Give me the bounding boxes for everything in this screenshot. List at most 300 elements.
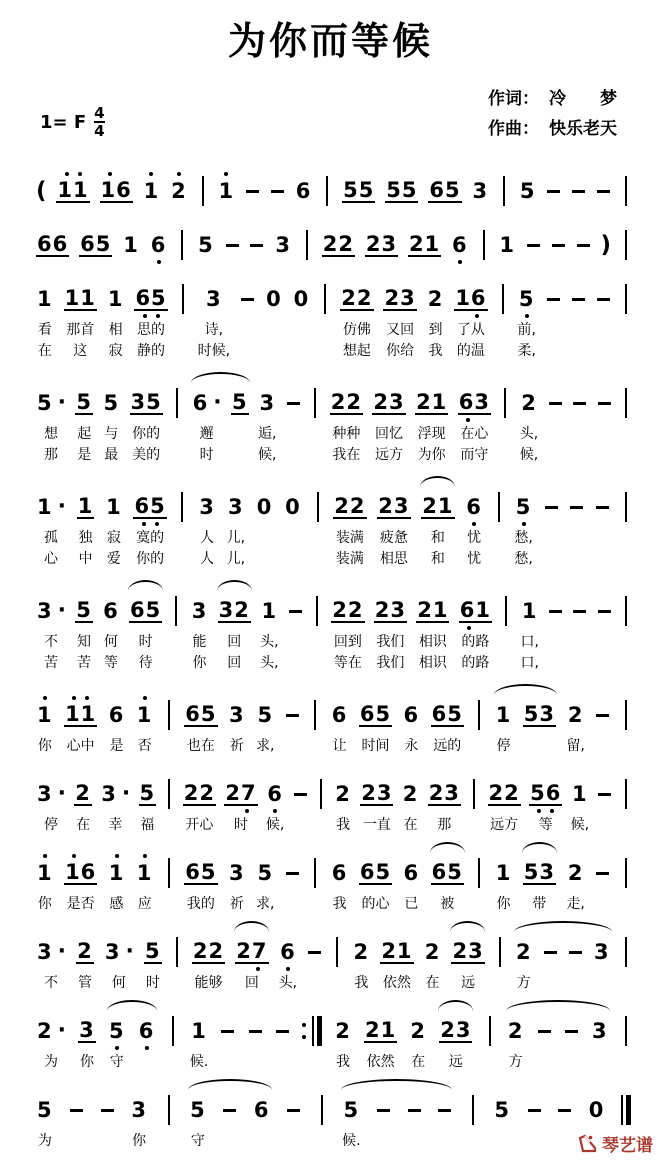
note-cell: 23 回忆 远方 xyxy=(372,382,405,466)
lyric-syllable: 开心 xyxy=(185,817,214,833)
note-cell: 3 · 不 苦 xyxy=(36,590,66,674)
note-cell: 1 头, 头, xyxy=(260,590,278,674)
barline xyxy=(621,590,631,674)
note-cell: 11 心中 xyxy=(64,694,97,757)
lyric-syllable: 我们 xyxy=(376,634,405,650)
lyric-syllable: 回忆 xyxy=(375,426,404,442)
note-cell: 3 你 xyxy=(78,1010,96,1073)
barline xyxy=(317,1089,327,1152)
lyric-syllable: 装满 xyxy=(335,530,364,546)
lyric-syllable: 感 xyxy=(109,896,124,912)
lyric-syllable: 到 xyxy=(428,322,443,338)
note-cell: 2 我 xyxy=(334,1010,352,1073)
duration-dash xyxy=(69,1089,84,1152)
note-cell: 5 时 xyxy=(144,931,162,994)
lyric-syllable: 回 xyxy=(227,634,242,650)
lyric-syllable: 依然 xyxy=(366,1054,395,1070)
note-cell: 3 儿, 儿, xyxy=(227,486,245,570)
note-cell: 1 xyxy=(123,233,139,257)
note-cell: 22 回到 等在 xyxy=(331,590,364,674)
note-cell: 1 否 xyxy=(136,694,154,757)
lyric-syllable: 想 xyxy=(43,426,58,442)
watermark xyxy=(578,1131,653,1156)
duration-dash xyxy=(286,1089,301,1152)
note-cell: 21 和 和 xyxy=(421,486,454,570)
lyric-syllable: 爱 xyxy=(106,551,121,567)
note-cell: 6 xyxy=(253,1098,270,1122)
lyric-syllable: 时 xyxy=(199,447,214,463)
lyric-syllable: 我们 xyxy=(376,655,405,671)
note-cell: 23 xyxy=(365,232,398,256)
barline xyxy=(500,382,510,466)
lyric-syllable: 为 xyxy=(37,1133,52,1149)
note-cell: 11 xyxy=(56,170,89,212)
note-cell: 65 的心 xyxy=(359,852,392,915)
note-cell: 65 时间 xyxy=(359,694,392,757)
note-cell: 6 已 xyxy=(403,852,421,915)
note-cell: 16 xyxy=(100,170,133,212)
note-cell: 5 守 xyxy=(108,1010,126,1073)
lyric-syllable: 守 xyxy=(109,1054,124,1070)
lyric-syllable: 的心 xyxy=(361,896,390,912)
lyric-syllable: 我的 xyxy=(186,896,215,912)
slur-arc xyxy=(107,1000,157,1011)
slur-arc xyxy=(191,372,250,383)
note-cell: 11 那首 这 xyxy=(64,278,97,362)
note-cell: 22 xyxy=(322,232,354,256)
note-cell: 5 xyxy=(198,233,214,257)
note-cell: 1 独 中 xyxy=(77,486,95,570)
lyric-syllable: 柔, xyxy=(517,343,536,359)
lyric-syllable: 求, xyxy=(256,738,275,754)
duration-dash xyxy=(240,278,255,362)
key-tonic: 1= F xyxy=(40,112,87,133)
repeat-barline xyxy=(302,1010,322,1073)
lyric-syllable: 人 xyxy=(200,551,215,567)
duration-dash xyxy=(544,486,559,570)
lyric-syllable: 何 xyxy=(111,975,126,991)
note-cell: 1 xyxy=(217,170,235,212)
score-line xyxy=(36,158,631,212)
slur-arc xyxy=(188,1079,272,1090)
lyric-syllable: 福 xyxy=(140,817,155,833)
note-cell: 22 远方 xyxy=(488,773,521,836)
lyric-syllable: 等 xyxy=(103,655,118,671)
barline xyxy=(177,224,187,266)
note-cell: 1 应 xyxy=(136,852,154,915)
barline xyxy=(474,852,484,915)
lyric-syllable: 否 xyxy=(137,738,152,754)
time-signature-top: 4 xyxy=(94,104,105,122)
barline xyxy=(621,278,631,362)
note-cell: 65 时 待 xyxy=(129,590,162,674)
lyric-syllable: 那 xyxy=(437,817,452,833)
score-line xyxy=(36,1077,631,1152)
lyric-syllable: 让 xyxy=(332,738,347,754)
note-cell: 35 你的 美的 xyxy=(130,382,163,466)
note-cell: 2 管 xyxy=(76,931,94,994)
note-cell: 2 方 xyxy=(507,1010,525,1073)
lyric-syllable: 相思 xyxy=(379,551,408,567)
note-cell: 3 xyxy=(592,1019,608,1043)
note-cell: 5 前, 柔, xyxy=(518,278,536,362)
lyric-syllable: 候. xyxy=(189,1054,209,1070)
note-cell: 21 浮现 为你 xyxy=(415,382,448,466)
note-cell: 23 一直 xyxy=(360,773,393,836)
lyric-syllable: 停 xyxy=(43,817,58,833)
barline xyxy=(469,773,479,836)
duration-dash xyxy=(595,486,610,570)
slur-arc xyxy=(420,476,455,487)
barline xyxy=(501,590,511,674)
note-cell: 32 回 回 xyxy=(218,590,251,674)
note-cell: 3 xyxy=(594,940,610,964)
lyric-syllable: 方 xyxy=(516,975,531,991)
note-cell: 65 寞的 你的 xyxy=(133,486,166,570)
watermark-text: 琴艺谱 xyxy=(602,1136,653,1156)
duration-dash xyxy=(557,1089,572,1152)
duration-dash xyxy=(596,170,611,212)
note-cell: 1 你 xyxy=(36,694,54,757)
note-cell: 3 · 停 xyxy=(36,773,66,836)
lyric-syllable: 独 xyxy=(78,530,93,546)
duration-dash xyxy=(285,694,300,757)
note-cell: 2 在 xyxy=(409,1010,427,1073)
lyricist-label: 作词： xyxy=(488,89,539,109)
lyric-syllable: 想起 xyxy=(342,343,371,359)
lyric-syllable: 一直 xyxy=(362,817,391,833)
score-line xyxy=(36,212,631,266)
lyric-syllable: 在 xyxy=(76,817,91,833)
duration-dash xyxy=(595,694,610,757)
lyric-syllable: 等在 xyxy=(333,655,362,671)
barline xyxy=(495,931,505,994)
lyricist-credit xyxy=(488,84,617,109)
score-line xyxy=(36,266,631,362)
lyric-syllable: 能够 xyxy=(194,975,223,991)
lyric-syllable: 走, xyxy=(566,896,585,912)
lyric-syllable: 不 xyxy=(43,975,58,991)
duration-dash xyxy=(564,1010,579,1073)
note-cell: 2 我 xyxy=(353,931,371,994)
lyric-syllable: 和 xyxy=(430,551,445,567)
time-signature xyxy=(94,106,104,139)
note-cell: 5 为 xyxy=(36,1089,54,1152)
note-cell: 1 xyxy=(143,170,161,212)
duration-dash xyxy=(249,224,264,266)
lyric-syllable: 远方 xyxy=(490,817,519,833)
note-cell: 2 在 xyxy=(74,773,92,836)
lyric-syllable: 人 xyxy=(200,530,215,546)
note-cell: 65 xyxy=(429,178,461,202)
lyric-syllable: 种种 xyxy=(332,426,361,442)
lyric-syllable: 永 xyxy=(404,738,419,754)
note-cell: 23 远 xyxy=(439,1010,472,1073)
note-cell: 2 我 xyxy=(334,773,352,836)
barline xyxy=(164,773,174,836)
duration-dash xyxy=(245,170,260,212)
note-cell: 1 xyxy=(499,233,516,257)
note-cell: 5 xyxy=(494,1098,511,1122)
lyric-syllable: 求, xyxy=(256,896,275,912)
duration-dash xyxy=(546,278,561,362)
duration-dash xyxy=(376,1089,391,1152)
duration-dash xyxy=(595,852,610,915)
note-cell: 6 何 等 xyxy=(102,590,120,674)
lyric-syllable: 的路 xyxy=(461,634,490,650)
note-cell: 3 祈 xyxy=(228,694,246,757)
note-cell: 66 xyxy=(37,232,69,256)
note-cell: 23 疲惫 相思 xyxy=(377,486,410,570)
lyric-syllable: 候, xyxy=(265,817,285,833)
lyric-syllable: 你给 xyxy=(386,343,415,359)
note-cell: 27 回 xyxy=(235,931,268,994)
lyric-syllable: 忧 xyxy=(467,530,482,546)
note-cell: 22 开心 xyxy=(183,773,216,836)
barline xyxy=(198,170,208,212)
slur-arc xyxy=(522,842,557,853)
duration-dash xyxy=(225,224,240,266)
note-cell: 3 人 人 xyxy=(198,486,216,570)
lyric-syllable: 愁, xyxy=(514,551,533,567)
lyric-syllable: 邂 xyxy=(199,426,214,442)
duration-dash xyxy=(597,773,612,836)
slur-arc xyxy=(128,580,163,591)
note-cell: 6 xyxy=(150,224,168,266)
lyric-syllable: 与 xyxy=(104,426,119,442)
barline xyxy=(320,278,330,362)
composer-label: 作曲： xyxy=(488,119,539,139)
slur-arc xyxy=(438,1000,473,1011)
barline xyxy=(494,486,504,570)
lyric-syllable: 停 xyxy=(496,738,511,754)
lyric-syllable: 装满 xyxy=(335,551,364,567)
note-cell: 2 在 xyxy=(402,773,420,836)
lyric-syllable: 留, xyxy=(566,738,585,754)
note-cell: 21 相识 相识 xyxy=(416,590,449,674)
slur-arc xyxy=(341,1079,452,1090)
score-line xyxy=(36,761,631,836)
lyric-syllable: 回到 xyxy=(333,634,362,650)
lyric-syllable: 祈 xyxy=(229,738,244,754)
lyric-syllable: 愁, xyxy=(514,530,533,546)
barline xyxy=(621,382,631,466)
note-cell: 6 是 xyxy=(108,694,126,757)
lyric-syllable: 等 xyxy=(538,817,553,833)
lyric-syllable: 待 xyxy=(138,655,153,671)
lyric-syllable: 静的 xyxy=(137,343,166,359)
note-cell: 1 你 xyxy=(36,852,54,915)
lyric-syllable: 儿, xyxy=(226,530,246,546)
note-cell: 6 xyxy=(451,224,469,266)
note-cell: 3 能 你 xyxy=(191,590,209,674)
note-cell: 3 xyxy=(472,179,489,203)
note-cell: 3 祈 xyxy=(228,852,246,915)
barline xyxy=(621,694,631,757)
duration-dash xyxy=(572,382,587,466)
note-cell: 16 了从 的温 xyxy=(454,278,487,362)
note-cell: 21 依然 xyxy=(380,931,413,994)
note-cell: 2 留, xyxy=(566,694,584,757)
lyric-syllable: 相 xyxy=(108,322,123,338)
note-cell: 2 到 我 xyxy=(427,278,445,362)
barline xyxy=(621,224,631,266)
duration-dash xyxy=(437,1089,452,1152)
note-cell: 5 守 xyxy=(189,1089,207,1152)
lyric-syllable: 能 xyxy=(192,634,207,650)
barline xyxy=(621,486,631,570)
lyric-syllable: 你 xyxy=(37,738,52,754)
barline xyxy=(164,1089,174,1152)
lyric-syllable: 逅, xyxy=(258,426,277,442)
lyric-syllable: 而守 xyxy=(460,447,489,463)
lyric-syllable: 时间 xyxy=(361,738,390,754)
score-line xyxy=(36,840,631,915)
note-cell: 5 候. xyxy=(342,1089,360,1152)
score-line xyxy=(36,919,631,994)
barline xyxy=(302,224,312,266)
barline xyxy=(498,278,508,362)
note-cell: 6 候, xyxy=(266,773,284,836)
lyric-syllable: 中 xyxy=(78,551,93,567)
score-line xyxy=(36,370,631,466)
note-cell: 23 远 xyxy=(451,931,484,994)
lyric-syllable: 方 xyxy=(508,1054,523,1070)
barline xyxy=(499,170,509,212)
lyric-syllable: 头, xyxy=(260,634,279,650)
lyric-syllable: 你 xyxy=(79,1054,94,1070)
key-signature xyxy=(40,106,105,139)
notation-area xyxy=(36,158,631,1156)
lyric-syllable: 我 xyxy=(336,1054,350,1070)
note-cell: 1 看 在 xyxy=(36,278,54,362)
duration-dash xyxy=(548,590,563,674)
note-cell: 1 候, xyxy=(571,773,589,836)
note-cell: 6 xyxy=(295,179,312,203)
note-cell: 2 在 xyxy=(424,931,442,994)
lyric-syllable: 为 xyxy=(43,1054,58,1070)
duration-dash xyxy=(286,382,301,466)
slur-arc xyxy=(506,1000,610,1011)
lyric-syllable: 候, xyxy=(258,447,277,463)
lyric-syllable: 苦 xyxy=(77,655,92,671)
score-line xyxy=(36,578,631,674)
lyric-syllable: 孤 xyxy=(43,530,58,546)
note-cell: 5 求, xyxy=(256,694,274,757)
slur-arc xyxy=(430,842,465,853)
note-cell: 2 头, 候, xyxy=(520,382,538,466)
barline xyxy=(479,224,489,266)
rest-cell: 0 xyxy=(588,1098,605,1122)
lyric-syllable: 和 xyxy=(430,530,445,546)
lyric-syllable: 看 xyxy=(37,322,52,338)
lyric-syllable: 你的 xyxy=(132,426,161,442)
lyric-syllable: 头, xyxy=(260,655,279,671)
note-cell: 65 远的 xyxy=(431,694,464,757)
lyric-syllable: 知 xyxy=(77,634,92,650)
note-cell: 5 xyxy=(519,179,536,203)
barline xyxy=(621,1010,631,1073)
note-cell: 22 仿佛 想起 xyxy=(340,278,373,362)
duration-dash xyxy=(407,1089,422,1152)
lyric-syllable: 寞的 xyxy=(136,530,165,546)
note-cell: 53 xyxy=(523,702,555,726)
lyric-syllable: 候, xyxy=(519,447,539,463)
lyric-syllable: 美的 xyxy=(132,447,161,463)
duration-dash xyxy=(597,382,612,466)
lyric-syllable: 是 xyxy=(77,447,92,463)
lyric-syllable: 那首 xyxy=(66,322,95,338)
lyric-syllable: 也在 xyxy=(186,738,215,754)
lyric-syllable: 时 xyxy=(233,817,248,833)
duration-dash xyxy=(527,1089,542,1152)
lyric-syllable: 忧 xyxy=(467,551,482,567)
duration-dash xyxy=(275,1010,290,1073)
lyric-syllable: 的温 xyxy=(456,343,485,359)
note-cell: 22 种种 我在 xyxy=(330,382,363,466)
slur-arc xyxy=(234,921,269,932)
note-cell: 23 又回 你给 xyxy=(383,278,416,362)
lyric-syllable: 管 xyxy=(77,975,92,991)
note-cell: 65 xyxy=(80,232,112,256)
duration-dash xyxy=(270,170,285,212)
duration-dash xyxy=(571,278,586,362)
note-cell: 3 xyxy=(275,233,291,257)
duration-dash xyxy=(568,931,583,994)
lyric-syllable: 祈 xyxy=(229,896,244,912)
barline xyxy=(310,694,320,757)
note-cell: 1 感 xyxy=(108,852,126,915)
note-cell: 1 候. xyxy=(190,1010,208,1073)
lyric-syllable: 口, xyxy=(520,634,539,650)
note-cell: 21 xyxy=(408,232,441,256)
lyric-syllable: 你 xyxy=(37,896,52,912)
note-cell: 6 永 xyxy=(403,694,421,757)
lyric-syllable: 时候, xyxy=(197,343,231,359)
lyric-syllable: 你 xyxy=(132,1133,147,1149)
lyric-syllable: 那 xyxy=(43,447,58,463)
note-cell: 6 让 xyxy=(331,694,349,757)
note-cell: 2 走, xyxy=(566,852,584,915)
note-cell: 65 思的 静的 xyxy=(134,278,167,362)
barline xyxy=(171,590,181,674)
duration-dash xyxy=(537,1010,552,1073)
lyric-syllable: 幸 xyxy=(108,817,123,833)
lyric-syllable: 依然 xyxy=(382,975,411,991)
lyric-syllable: 这 xyxy=(73,343,88,359)
note-cell: 23 我们 我们 xyxy=(374,590,407,674)
lyric-syllable: 回 xyxy=(227,655,242,671)
duration-dash xyxy=(569,486,584,570)
lyric-syllable: 回 xyxy=(244,975,259,991)
lyric-syllable: 了从 xyxy=(456,322,485,338)
slur-arc xyxy=(450,921,485,932)
note-cell: 6 我 xyxy=(331,852,349,915)
lyric-syllable: 我 xyxy=(332,896,347,912)
score-line xyxy=(36,682,631,757)
lyric-syllable: 候. xyxy=(342,1133,361,1149)
note-cell: 5 xyxy=(231,390,248,414)
duration-dash xyxy=(572,590,587,674)
lyric-syllable: 你 xyxy=(192,655,207,671)
lyric-syllable: 在 xyxy=(425,975,440,991)
lyric-syllable: 苦 xyxy=(43,655,58,671)
lyric-syllable: 我在 xyxy=(332,447,361,463)
barline xyxy=(621,170,631,212)
duration-dash xyxy=(571,170,586,212)
duration-dash xyxy=(222,1089,237,1152)
slur-arc xyxy=(494,684,557,695)
